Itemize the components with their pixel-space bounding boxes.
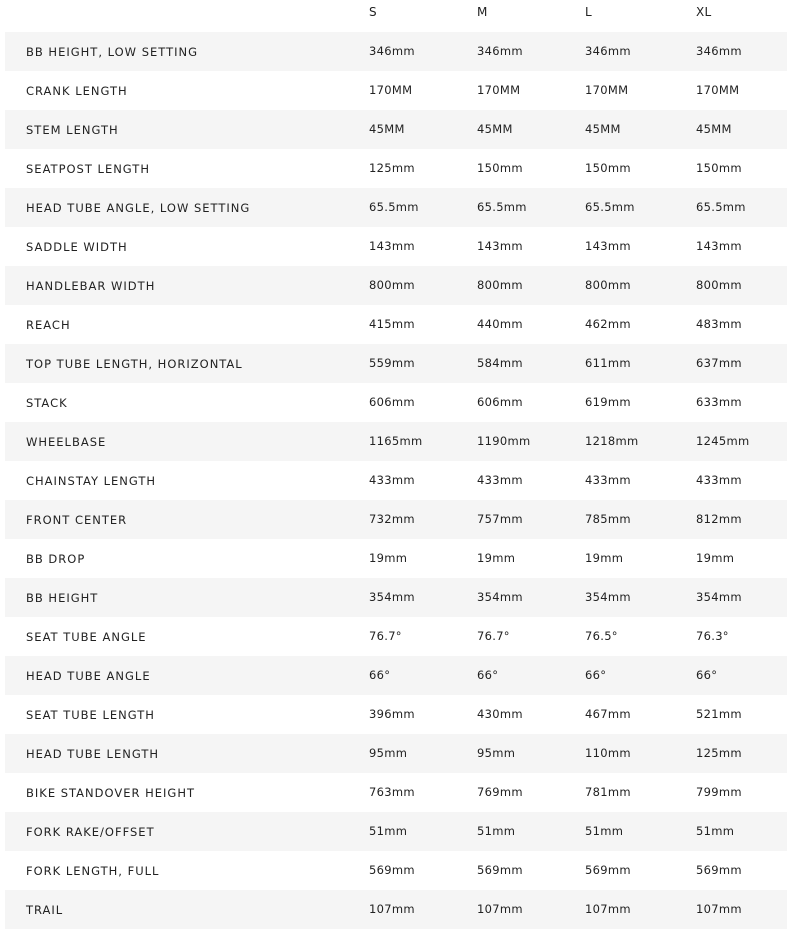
size-header-row [0,0,792,32]
row-value-xl: 19mm [696,551,735,565]
table-row [5,695,787,734]
row-value-xl: 125mm [696,746,742,760]
geometry-rows [5,32,787,929]
table-row [5,461,787,500]
row-value-s: 95mm [369,746,408,760]
row-value-l: 110mm [585,746,631,760]
row-label: HANDLEBAR WIDTH [26,279,156,293]
row-value-m: 430mm [477,707,523,721]
row-value-xl: 633mm [696,395,742,409]
table-row [5,773,787,812]
row-value-l: 1218mm [585,434,639,448]
size-header-l: L [585,5,592,19]
row-label: SEAT TUBE ANGLE [26,630,147,644]
row-value-m: 51mm [477,824,516,838]
row-value-s: 76.7° [369,629,402,643]
table-row [5,110,787,149]
row-value-xl: 66° [696,668,718,682]
row-label: STEM LENGTH [26,123,119,137]
table-row [5,617,787,656]
row-value-l: 150mm [585,161,631,175]
row-value-s: 125mm [369,161,415,175]
row-value-s: 19mm [369,551,408,565]
row-label: BIKE STANDOVER HEIGHT [26,786,196,800]
row-value-xl: 346mm [696,44,742,58]
row-value-l: 346mm [585,44,631,58]
row-value-s: 433mm [369,473,415,487]
row-value-l: 76.5° [585,629,618,643]
row-value-xl: 483mm [696,317,742,331]
row-value-m: 170MM [477,83,521,97]
row-value-s: 559mm [369,356,415,370]
row-value-m: 1190mm [477,434,531,448]
row-value-l: 467mm [585,707,631,721]
row-value-xl: 799mm [696,785,742,799]
table-row [5,266,787,305]
row-value-m: 107mm [477,902,523,916]
table-row [5,851,787,890]
row-value-s: 732mm [369,512,415,526]
row-label: SADDLE WIDTH [26,240,128,254]
row-value-m: 606mm [477,395,523,409]
row-value-l: 569mm [585,863,631,877]
row-value-m: 433mm [477,473,523,487]
row-value-m: 354mm [477,590,523,604]
row-value-s: 800mm [369,278,415,292]
row-value-l: 785mm [585,512,631,526]
row-value-xl: 107mm [696,902,742,916]
row-value-l: 354mm [585,590,631,604]
row-value-s: 354mm [369,590,415,604]
row-value-l: 611mm [585,356,631,370]
row-value-xl: 521mm [696,707,742,721]
row-value-l: 619mm [585,395,631,409]
row-label: CRANK LENGTH [26,84,128,98]
row-value-s: 65.5mm [369,200,419,214]
row-value-l: 66° [585,668,607,682]
row-label: BB HEIGHT, LOW SETTING [26,45,199,59]
row-value-m: 584mm [477,356,523,370]
row-value-s: 606mm [369,395,415,409]
row-value-xl: 637mm [696,356,742,370]
table-row [5,539,787,578]
row-label: FORK LENGTH, FULL [26,864,160,878]
row-value-m: 76.7° [477,629,510,643]
row-value-m: 45MM [477,122,513,136]
row-label: TRAIL [26,903,64,917]
row-value-s: 45MM [369,122,405,136]
row-value-l: 462mm [585,317,631,331]
table-row [5,227,787,266]
row-value-l: 19mm [585,551,624,565]
table-row [5,656,787,695]
row-value-xl: 569mm [696,863,742,877]
table-row [5,578,787,617]
row-value-l: 45MM [585,122,621,136]
row-value-m: 65.5mm [477,200,527,214]
row-value-m: 757mm [477,512,523,526]
row-label: SEAT TUBE LENGTH [26,708,155,722]
size-header-xl: XL [696,5,712,19]
table-row [5,32,787,71]
row-value-xl: 812mm [696,512,742,526]
row-value-s: 415mm [369,317,415,331]
row-value-l: 51mm [585,824,624,838]
row-value-s: 396mm [369,707,415,721]
table-row [5,812,787,851]
row-value-xl: 51mm [696,824,735,838]
row-value-s: 107mm [369,902,415,916]
row-label: TOP TUBE LENGTH, HORIZONTAL [26,357,243,371]
row-value-xl: 65.5mm [696,200,746,214]
row-label: HEAD TUBE ANGLE [26,669,151,683]
row-label: HEAD TUBE LENGTH [26,747,159,761]
row-value-m: 440mm [477,317,523,331]
row-value-xl: 354mm [696,590,742,604]
row-value-l: 800mm [585,278,631,292]
table-row [5,344,787,383]
row-value-l: 781mm [585,785,631,799]
table-row [5,500,787,539]
row-value-xl: 76.3° [696,629,729,643]
row-label: WHEELBASE [26,435,107,449]
row-label: FORK RAKE/OFFSET [26,825,155,839]
row-value-m: 150mm [477,161,523,175]
row-value-l: 143mm [585,239,631,253]
row-value-m: 569mm [477,863,523,877]
table-row [5,71,787,110]
row-value-m: 95mm [477,746,516,760]
row-value-l: 65.5mm [585,200,635,214]
table-row [5,383,787,422]
row-value-xl: 800mm [696,278,742,292]
table-row [5,734,787,773]
row-value-xl: 150mm [696,161,742,175]
row-value-s: 763mm [369,785,415,799]
row-value-s: 569mm [369,863,415,877]
row-value-s: 143mm [369,239,415,253]
row-label: REACH [26,318,71,332]
row-value-s: 1165mm [369,434,423,448]
row-value-xl: 1245mm [696,434,750,448]
row-value-s: 170MM [369,83,413,97]
row-label: BB DROP [26,552,86,566]
row-value-s: 66° [369,668,391,682]
row-value-m: 66° [477,668,499,682]
row-value-xl: 170MM [696,83,740,97]
row-label: CHAINSTAY LENGTH [26,474,157,488]
table-row [5,305,787,344]
row-value-m: 769mm [477,785,523,799]
row-value-m: 143mm [477,239,523,253]
row-label: BB HEIGHT [26,591,99,605]
size-header-s: S [369,5,377,19]
row-value-l: 107mm [585,902,631,916]
table-row [5,890,787,929]
size-header-m: M [477,5,488,19]
row-value-l: 433mm [585,473,631,487]
row-value-xl: 433mm [696,473,742,487]
row-value-m: 346mm [477,44,523,58]
row-value-m: 19mm [477,551,516,565]
row-value-m: 800mm [477,278,523,292]
row-label: HEAD TUBE ANGLE, LOW SETTING [26,201,251,215]
table-row [5,149,787,188]
row-label: SEATPOST LENGTH [26,162,150,176]
row-value-xl: 45MM [696,122,732,136]
row-value-l: 170MM [585,83,629,97]
row-value-xl: 143mm [696,239,742,253]
row-value-s: 51mm [369,824,408,838]
row-label: FRONT CENTER [26,513,128,527]
table-row [5,188,787,227]
row-label: STACK [26,396,68,410]
table-row [5,422,787,461]
row-value-s: 346mm [369,44,415,58]
